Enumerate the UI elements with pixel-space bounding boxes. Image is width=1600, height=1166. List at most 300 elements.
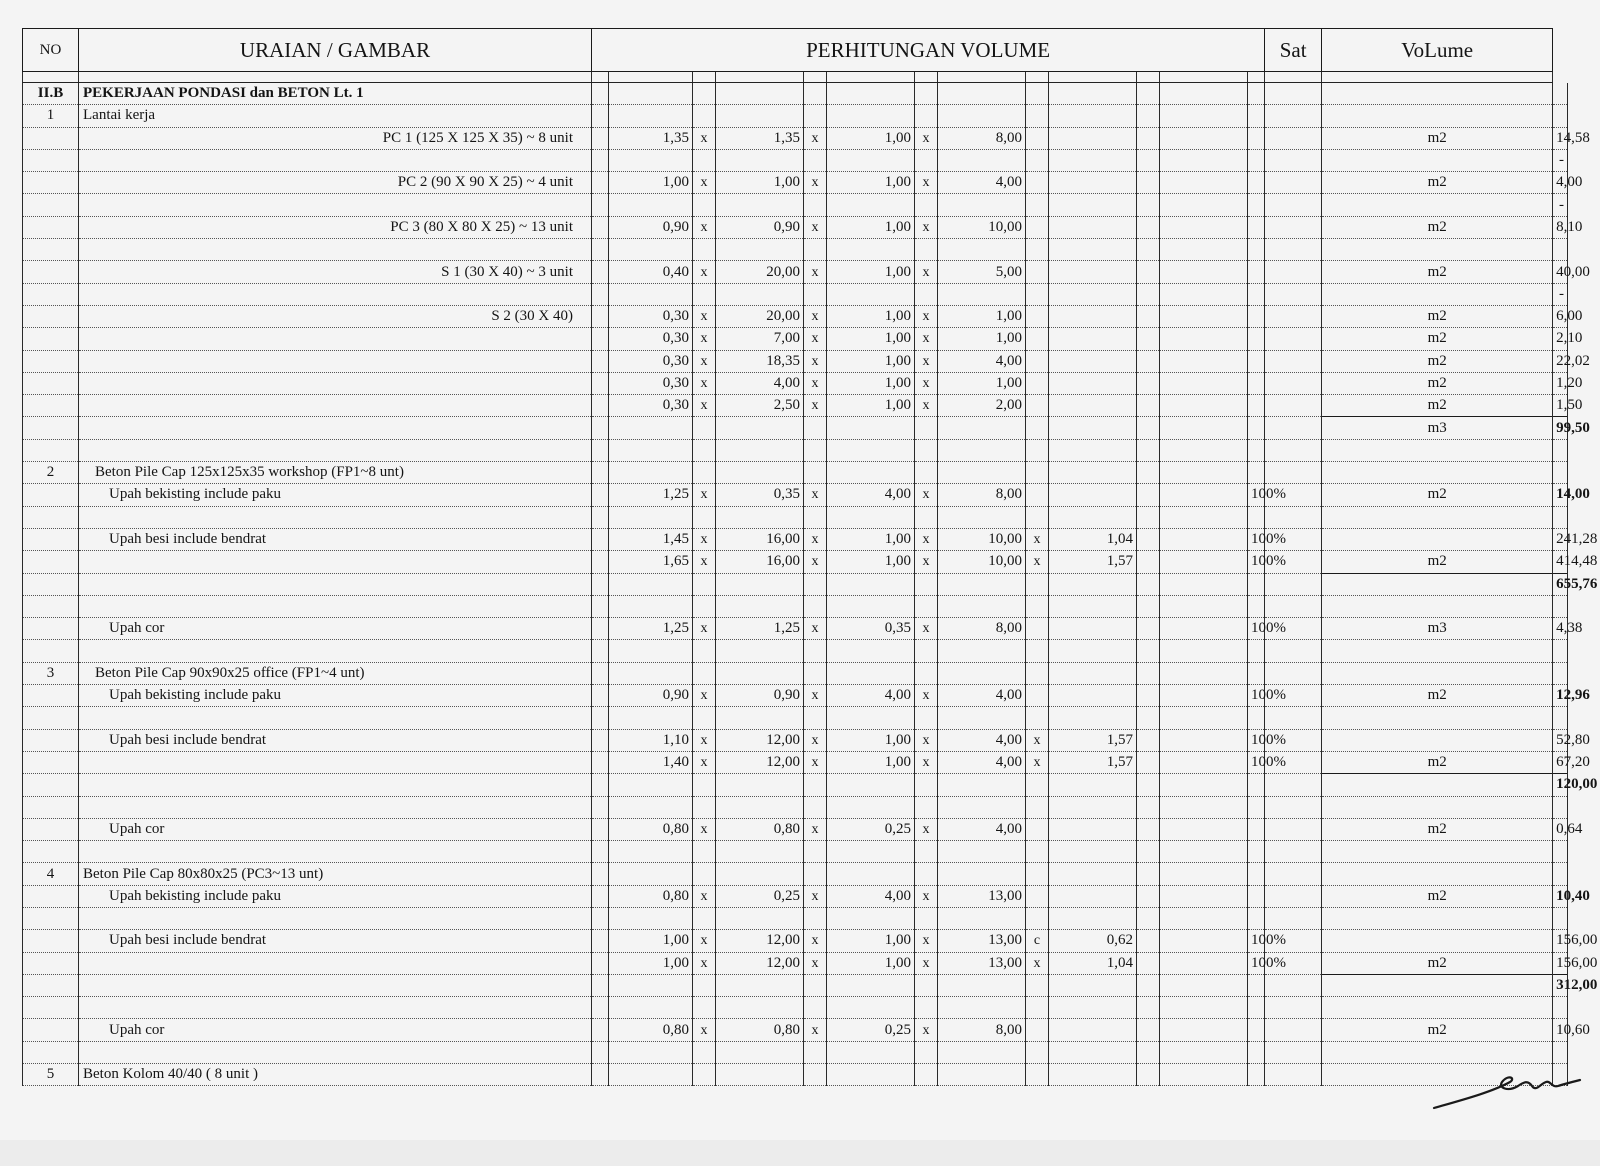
row-unit — [1322, 83, 1553, 105]
calc-factor — [716, 863, 804, 885]
calc-spacer — [592, 662, 609, 684]
calc-factor — [1160, 863, 1248, 885]
row-percent — [1248, 372, 1265, 394]
row-unit: m2 — [1322, 216, 1553, 238]
calc-operator — [915, 1041, 938, 1063]
calc-factor: 0,90 — [716, 216, 804, 238]
signature — [1432, 1070, 1582, 1114]
calc-operator — [804, 283, 827, 305]
calc-operator — [693, 863, 716, 885]
calc-factor — [1160, 1064, 1248, 1086]
calc-factor — [716, 595, 804, 617]
calc-factor: 13,00 — [938, 885, 1026, 907]
calc-operator — [1137, 818, 1160, 840]
calc-factor — [1160, 83, 1248, 105]
calc-factor — [938, 662, 1026, 684]
calc-operator: x — [693, 528, 716, 550]
calc-factor — [716, 283, 804, 305]
calc-operator — [1137, 863, 1160, 885]
row-no: II.B — [23, 83, 79, 105]
table-row — [23, 774, 1568, 796]
calc-factor: 1,00 — [938, 372, 1026, 394]
calc-factor: 1,00 — [827, 172, 915, 194]
calc-operator — [1137, 997, 1160, 1019]
table-row — [23, 216, 1568, 238]
calc-operator — [804, 974, 827, 996]
calc-operator: x — [915, 1019, 938, 1041]
table-row — [23, 283, 1568, 305]
calc-factor: 4,00 — [938, 751, 1026, 773]
calc-operator: x — [804, 751, 827, 773]
calc-operator — [1137, 105, 1160, 127]
row-description — [79, 194, 592, 216]
calc-factor — [938, 907, 1026, 929]
row-volume — [1553, 439, 1568, 461]
calc-spacer — [1265, 841, 1322, 863]
calc-factor — [827, 997, 915, 1019]
calc-operator: x — [804, 818, 827, 840]
calc-factor: 0,25 — [827, 1019, 915, 1041]
row-unit — [1322, 841, 1553, 863]
calc-factor: 1,35 — [609, 127, 693, 149]
row-description: Upah besi include bendrat — [79, 930, 592, 952]
row-volume — [1553, 796, 1568, 818]
row-description — [79, 350, 592, 372]
row-percent: 100% — [1248, 618, 1265, 640]
calc-operator — [915, 863, 938, 885]
row-unit — [1322, 930, 1553, 952]
row-description: Upah bekisting include paku — [79, 484, 592, 506]
row-no — [23, 350, 79, 372]
calc-operator — [693, 1064, 716, 1086]
calc-factor — [1160, 796, 1248, 818]
table-row — [23, 640, 1568, 662]
row-unit: m2 — [1322, 172, 1553, 194]
calc-operator: x — [693, 618, 716, 640]
row-unit: m2 — [1322, 350, 1553, 372]
table-row — [23, 528, 1568, 550]
calc-operator — [1137, 751, 1160, 773]
calc-factor: 20,00 — [716, 305, 804, 327]
calc-operator: x — [693, 305, 716, 327]
calc-operator — [693, 573, 716, 595]
calc-factor — [1160, 974, 1248, 996]
calc-factor — [1160, 462, 1248, 484]
row-unit — [1322, 283, 1553, 305]
calc-factor — [716, 796, 804, 818]
calc-factor: 0,30 — [609, 328, 693, 350]
calc-operator — [804, 417, 827, 439]
row-percent — [1248, 595, 1265, 617]
calc-factor — [609, 439, 693, 461]
calc-spacer — [1265, 1064, 1322, 1086]
calc-factor — [609, 997, 693, 1019]
calc-factor: 0,80 — [609, 818, 693, 840]
table-row — [23, 305, 1568, 327]
calc-spacer — [1265, 127, 1322, 149]
calc-operator: x — [804, 372, 827, 394]
calc-operator — [915, 997, 938, 1019]
row-description — [79, 952, 592, 974]
row-no — [23, 551, 79, 573]
calc-spacer — [592, 239, 609, 261]
calc-operator — [804, 841, 827, 863]
table-row — [23, 417, 1568, 439]
row-percent — [1248, 662, 1265, 684]
calc-operator: x — [915, 551, 938, 573]
calc-factor — [1049, 618, 1137, 640]
calc-operator — [1137, 796, 1160, 818]
calc-factor — [716, 439, 804, 461]
row-unit: m2 — [1322, 328, 1553, 350]
calc-factor: 12,00 — [716, 930, 804, 952]
table-row — [23, 952, 1568, 974]
row-volume: 4,00 — [1553, 172, 1568, 194]
calc-operator — [1026, 283, 1049, 305]
calc-factor — [1160, 841, 1248, 863]
row-description — [79, 395, 592, 417]
calc-factor — [1160, 930, 1248, 952]
calc-factor: 1,25 — [609, 484, 693, 506]
row-no — [23, 216, 79, 238]
calc-factor — [938, 417, 1026, 439]
row-unit — [1322, 1041, 1553, 1063]
calc-factor — [1160, 907, 1248, 929]
row-description: Upah cor — [79, 818, 592, 840]
calc-operator — [1137, 618, 1160, 640]
calc-operator — [1026, 707, 1049, 729]
calc-factor: 1,00 — [827, 328, 915, 350]
calc-factor — [1049, 774, 1137, 796]
row-unit: m3 — [1322, 417, 1553, 439]
row-percent — [1248, 1064, 1265, 1086]
calc-operator — [804, 462, 827, 484]
row-description — [79, 439, 592, 461]
row-volume — [1553, 83, 1568, 105]
calc-factor — [1160, 149, 1248, 171]
calc-spacer — [1265, 863, 1322, 885]
calc-spacer — [592, 105, 609, 127]
calc-operator: x — [915, 685, 938, 707]
calc-factor — [1049, 261, 1137, 283]
row-unit: m2 — [1322, 395, 1553, 417]
calc-factor — [1049, 216, 1137, 238]
calc-factor: 16,00 — [716, 528, 804, 550]
row-no — [23, 149, 79, 171]
calc-operator — [1137, 194, 1160, 216]
calc-operator — [915, 462, 938, 484]
calc-factor — [1049, 149, 1137, 171]
calc-spacer — [592, 685, 609, 707]
calc-factor — [716, 462, 804, 484]
row-volume — [1553, 863, 1568, 885]
calc-factor — [609, 863, 693, 885]
calc-factor: 1,35 — [716, 127, 804, 149]
calc-operator: x — [1026, 751, 1049, 773]
calc-factor: 1,00 — [827, 729, 915, 751]
calc-factor — [1160, 506, 1248, 528]
calc-factor — [609, 841, 693, 863]
calc-factor — [1160, 172, 1248, 194]
calc-factor — [1160, 194, 1248, 216]
header-row — [23, 29, 1568, 72]
volume-calculation-sheet — [22, 28, 1598, 1086]
calc-spacer — [592, 462, 609, 484]
calc-operator: x — [915, 729, 938, 751]
row-percent — [1248, 707, 1265, 729]
calc-factor — [716, 997, 804, 1019]
row-unit — [1322, 774, 1553, 796]
calc-factor: 12,00 — [716, 751, 804, 773]
row-unit — [1322, 863, 1553, 885]
calc-operator: x — [804, 551, 827, 573]
row-no — [23, 974, 79, 996]
row-no — [23, 127, 79, 149]
calc-operator — [1137, 239, 1160, 261]
row-unit — [1322, 662, 1553, 684]
calc-spacer — [592, 372, 609, 394]
calc-operator: x — [804, 885, 827, 907]
table-row — [23, 751, 1568, 773]
calc-operator — [693, 640, 716, 662]
table-row — [23, 194, 1568, 216]
calc-operator: x — [693, 952, 716, 974]
calc-operator — [1137, 1064, 1160, 1086]
calc-spacer — [1265, 573, 1322, 595]
row-percent — [1248, 194, 1265, 216]
calc-factor — [938, 194, 1026, 216]
calc-factor — [716, 662, 804, 684]
row-volume — [1553, 997, 1568, 1019]
table-row — [23, 551, 1568, 573]
calc-operator: x — [1026, 729, 1049, 751]
calc-factor — [1160, 484, 1248, 506]
calc-operator: x — [693, 818, 716, 840]
row-volume: 2,10 — [1553, 328, 1568, 350]
calc-operator: x — [915, 528, 938, 550]
row-no — [23, 818, 79, 840]
calc-factor: 1,57 — [1049, 551, 1137, 573]
row-percent — [1248, 841, 1265, 863]
calc-spacer — [1265, 997, 1322, 1019]
calc-operator — [1026, 685, 1049, 707]
calc-factor — [827, 239, 915, 261]
calc-operator — [915, 239, 938, 261]
calc-operator — [1137, 930, 1160, 952]
calc-spacer — [1265, 796, 1322, 818]
row-percent — [1248, 1019, 1265, 1041]
calc-factor — [716, 83, 804, 105]
row-unit — [1322, 528, 1553, 550]
row-no — [23, 729, 79, 751]
calc-operator: x — [804, 1019, 827, 1041]
calc-factor: 8,00 — [938, 1019, 1026, 1041]
calc-operator: x — [915, 952, 938, 974]
calc-factor — [609, 239, 693, 261]
calc-operator — [1026, 194, 1049, 216]
calc-operator: x — [915, 395, 938, 417]
calc-operator — [693, 283, 716, 305]
calc-operator — [804, 105, 827, 127]
row-no — [23, 439, 79, 461]
calc-operator — [693, 662, 716, 684]
calc-operator: x — [693, 261, 716, 283]
calc-factor: 0,40 — [609, 261, 693, 283]
calc-spacer — [592, 863, 609, 885]
table-row — [23, 1064, 1568, 1086]
row-volume: 6,00 — [1553, 305, 1568, 327]
calc-factor — [716, 417, 804, 439]
calc-factor — [938, 1041, 1026, 1063]
calc-factor — [609, 105, 693, 127]
calc-operator — [915, 83, 938, 105]
row-description — [79, 907, 592, 929]
calc-spacer — [1265, 239, 1322, 261]
calc-factor — [938, 1064, 1026, 1086]
calc-operator — [915, 796, 938, 818]
row-unit — [1322, 796, 1553, 818]
calc-operator: x — [693, 885, 716, 907]
calc-operator: x — [693, 484, 716, 506]
calc-factor: 0,30 — [609, 395, 693, 417]
calc-factor — [1049, 328, 1137, 350]
calc-factor — [1049, 1041, 1137, 1063]
row-volume — [1553, 907, 1568, 929]
calc-factor — [827, 974, 915, 996]
header-volume: VoLume — [1322, 29, 1553, 72]
calc-factor — [609, 595, 693, 617]
calc-operator — [1137, 528, 1160, 550]
calc-factor — [716, 1041, 804, 1063]
calc-operator — [804, 239, 827, 261]
calc-factor — [1160, 595, 1248, 617]
table-row — [23, 997, 1568, 1019]
table-row — [23, 930, 1568, 952]
calc-operator — [915, 974, 938, 996]
calc-operator: x — [804, 172, 827, 194]
row-percent — [1248, 283, 1265, 305]
calc-operator — [1026, 774, 1049, 796]
calc-operator: x — [804, 305, 827, 327]
calc-operator — [1137, 573, 1160, 595]
row-unit: m2 — [1322, 484, 1553, 506]
row-volume: 14,00 — [1553, 484, 1568, 506]
row-description — [79, 640, 592, 662]
calc-spacer — [592, 83, 609, 105]
calc-factor — [1049, 194, 1137, 216]
row-unit — [1322, 595, 1553, 617]
calc-factor: 1,00 — [827, 127, 915, 149]
calc-operator — [1137, 484, 1160, 506]
calc-operator — [1026, 417, 1049, 439]
calc-factor — [1160, 729, 1248, 751]
calc-operator — [804, 573, 827, 595]
calc-factor — [827, 83, 915, 105]
row-unit — [1322, 707, 1553, 729]
row-volume: 241,28 — [1553, 528, 1568, 550]
calc-factor — [1049, 818, 1137, 840]
calc-factor — [1049, 885, 1137, 907]
row-description — [79, 841, 592, 863]
calc-factor: 0,25 — [716, 885, 804, 907]
row-percent — [1248, 573, 1265, 595]
calc-operator — [915, 595, 938, 617]
calc-factor — [938, 83, 1026, 105]
calc-operator — [1137, 885, 1160, 907]
row-description: Lantai kerja — [79, 105, 592, 127]
calc-factor: 0,30 — [609, 350, 693, 372]
row-no: 1 — [23, 105, 79, 127]
row-no — [23, 952, 79, 974]
row-percent — [1248, 105, 1265, 127]
row-percent — [1248, 640, 1265, 662]
calc-factor: 1,00 — [827, 350, 915, 372]
calc-operator — [1026, 216, 1049, 238]
calc-factor: 1,00 — [609, 172, 693, 194]
table-row — [23, 484, 1568, 506]
row-percent — [1248, 172, 1265, 194]
calc-factor: 12,00 — [716, 952, 804, 974]
table-row — [23, 172, 1568, 194]
calc-factor — [827, 841, 915, 863]
calc-operator — [1026, 1019, 1049, 1041]
calc-spacer — [1265, 974, 1322, 996]
calc-factor: 1,04 — [1049, 952, 1137, 974]
row-volume — [1553, 595, 1568, 617]
calc-operator: x — [804, 328, 827, 350]
calc-spacer — [592, 127, 609, 149]
calc-factor — [827, 774, 915, 796]
calc-operator: x — [804, 930, 827, 952]
calc-factor: 1,00 — [609, 952, 693, 974]
row-description — [79, 283, 592, 305]
calc-factor: 13,00 — [938, 952, 1026, 974]
table-row — [23, 573, 1568, 595]
row-no — [23, 506, 79, 528]
header-uraian: URAIAN / GAMBAR — [79, 29, 592, 72]
row-volume — [1553, 239, 1568, 261]
calc-operator — [915, 506, 938, 528]
row-percent: 100% — [1248, 930, 1265, 952]
row-percent — [1248, 997, 1265, 1019]
calc-spacer — [1265, 216, 1322, 238]
row-percent: 100% — [1248, 484, 1265, 506]
calc-operator: x — [915, 261, 938, 283]
calc-operator — [1026, 796, 1049, 818]
calc-factor — [1049, 595, 1137, 617]
calc-factor: 1,00 — [827, 216, 915, 238]
calc-factor — [716, 841, 804, 863]
calc-factor — [1049, 707, 1137, 729]
row-volume: 655,76 — [1553, 573, 1568, 595]
calc-factor: 0,90 — [609, 216, 693, 238]
row-percent — [1248, 328, 1265, 350]
calc-spacer — [592, 506, 609, 528]
calc-factor — [827, 796, 915, 818]
calc-factor — [716, 506, 804, 528]
calc-spacer — [1265, 595, 1322, 617]
row-no — [23, 640, 79, 662]
row-description — [79, 328, 592, 350]
calc-factor — [716, 707, 804, 729]
calc-spacer — [592, 172, 609, 194]
row-description: Upah cor — [79, 618, 592, 640]
calc-factor — [1049, 439, 1137, 461]
calc-operator — [1137, 729, 1160, 751]
row-no — [23, 417, 79, 439]
header-perhitungan: PERHITUNGAN VOLUME — [592, 29, 1265, 72]
calc-factor: 1,10 — [609, 729, 693, 751]
